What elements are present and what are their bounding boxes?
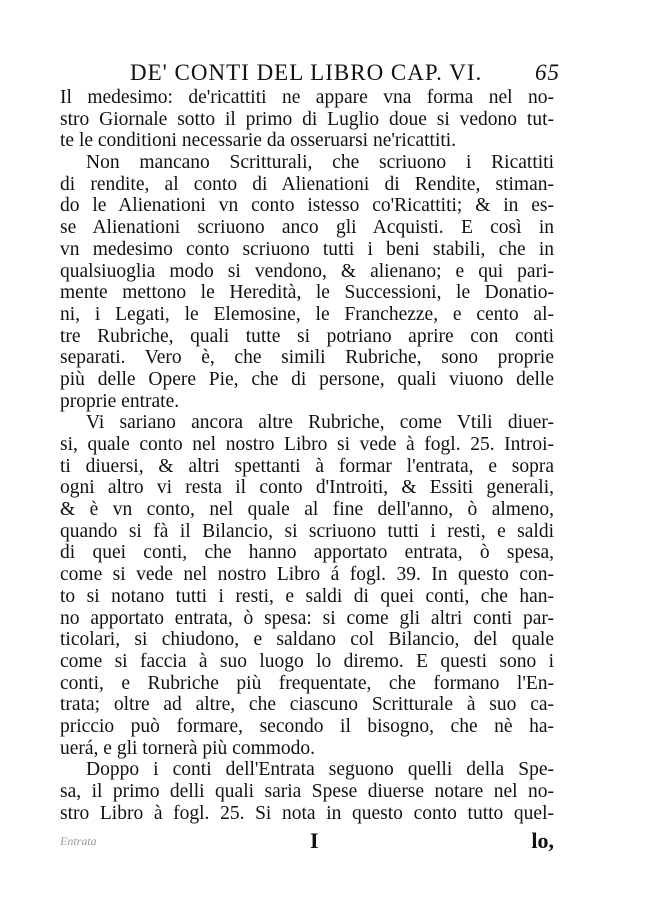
- faint-bleed-through-text: Entrata: [60, 834, 97, 848]
- signature-mark: I: [310, 828, 319, 853]
- text-line: Non mancano Scritturali, che scriuono i Ricattiti: [86, 152, 554, 174]
- text-line: si, quale conto nel nostro Libro si vede à fogl. 25. Introi-: [60, 434, 554, 455]
- text-line: stro Libro à fogl. 25. Si nota in questo conto tutto quel-: [60, 802, 554, 824]
- text-line: priccio può formare, secondo il bisogno, che nè ha-: [60, 715, 554, 737]
- text-line: ni, i Legati, le Elemosine, le Franchezze, e cento al-: [60, 303, 554, 325]
- text-line: mente mettono le Heredità, le Successioni, le Donatio-: [60, 282, 554, 304]
- text-line: come si faccia à suo luogo lo diremo. E questi sono i: [60, 650, 554, 672]
- text-line: proprie entrate.: [60, 390, 180, 412]
- text-line: Doppo i conti dell'Entrata seguono quelli della Spe-: [86, 759, 554, 781]
- page-number: 65: [535, 60, 560, 85]
- text-line: come si vede nel nostro Libro á fogl. 39. In questo con-: [60, 564, 554, 586]
- text-line: vn medesimo conto scriuono tutti i beni stabili, che in: [60, 238, 554, 260]
- text-line: Il medesimo: de'ricattiti ne appare vna forma nel no-: [60, 87, 554, 108]
- text-line: di quei conti, che hanno apportato entrata, ò spesa,: [60, 542, 554, 564]
- text-line: conti, e Rubriche più frequentate, che formano l'En-: [60, 672, 554, 694]
- text-line: tre Rubriche, quali tutte si potriano aprire con conti: [60, 325, 554, 347]
- page-footer: [60, 828, 554, 858]
- text-line: più delle Opere Pie, che di persone, quali viuono delle: [60, 368, 554, 390]
- text-line: te le conditioni necessarie da osseruarsi ne'ricattiti.: [60, 130, 457, 152]
- text-line: no apportato entrata, ò spesa: si come gli altri conti par-: [60, 607, 554, 629]
- text-line: trata; oltre ad altre, che ciascuno Scritturale à suo ca-: [60, 694, 554, 716]
- text-line: di rendite, al conto di Alienationi di Rendite, stiman-: [60, 173, 554, 195]
- text-line: ticolari, si chiudono, e saldano col Bilancio, del quale: [60, 629, 554, 651]
- running-title: DE' CONTI DEL LIBRO CAP. VI.: [130, 60, 483, 85]
- text-line: ogni altro vi resta il conto d'Introiti, & Essiti generali,: [60, 477, 554, 499]
- text-line: do le Alienationi vn conto istesso co'Ricattiti; & in es-: [60, 195, 554, 217]
- text-line: & è vn conto, nel quale al fine dell'anno, ò almeno,: [60, 499, 554, 521]
- text-line: uerá, e gli tornerà più commodo.: [60, 737, 316, 759]
- text-line: sa, il primo delli quali saria Spese diuerse notare nel no-: [60, 781, 554, 802]
- text-line: Vi sariano ancora altre Rubriche, come Vtili diuer-: [86, 412, 554, 434]
- text-line: qualsiuoglia modo si vendono, & alienano; e qui pari-: [60, 260, 554, 282]
- page-body-text: [60, 87, 554, 824]
- text-line: separati. Vero è, che simili Rubriche, sono proprie: [60, 347, 554, 369]
- text-line: to si notano tutti i resti, e saldi di quei conti, che han-: [60, 585, 554, 607]
- text-line: stro Giornale sotto il primo di Luglio doue si vedono tut-: [60, 108, 554, 130]
- catchword: lo,: [531, 828, 554, 853]
- text-line: se Alienationi scriuono anco gli Acquisti. E così in: [60, 217, 554, 239]
- text-line: ti diuersi, & altri spettanti à formar l'entrata, e sopra: [60, 455, 554, 477]
- text-line: quando si fà il Bilancio, si scriuono tutti i resti, e saldi: [60, 520, 554, 542]
